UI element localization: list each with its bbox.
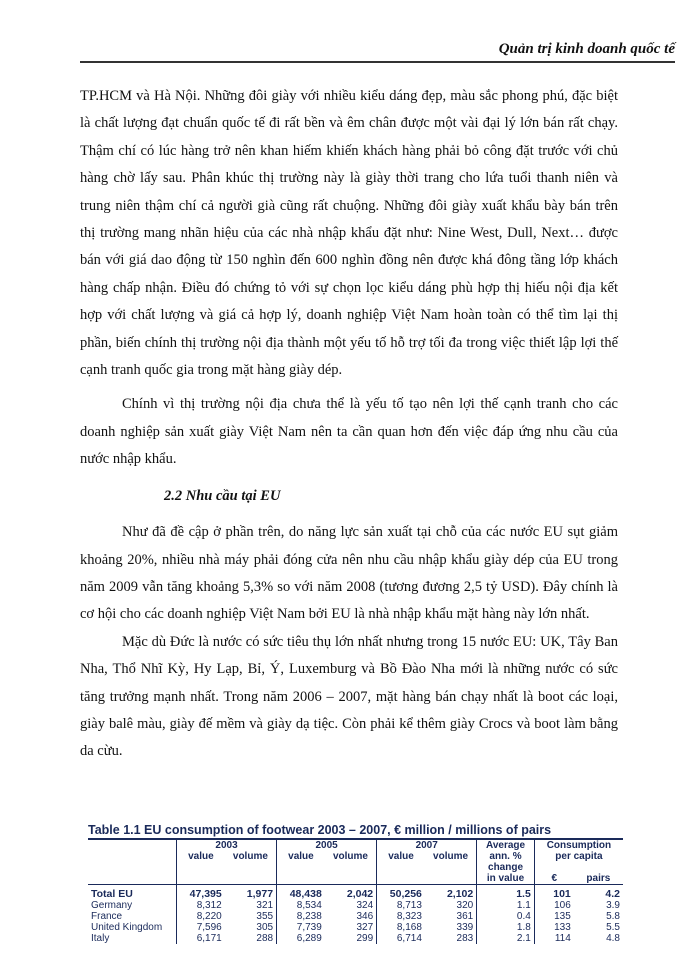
paragraph-3: Như đã đề cập ở phần trên, do năng lực sản xuất tại chỗ của các nước EU sụt giảm khoảng 20%, nhiều nhà máy phải đóng cửa nên nhu cầu nhập khẩu giày dép của EU trong năm 2009 vẫn tăng khoảng 5,3% so với năm 2008 (tương đương 2,5 tỷ USD). Đây chính là cơ hội cho các doanh nghiệp Việt Nam bởi EU là nhà nhập khẩu mặt hàng này lớn nhất. [80,524,618,623]
volume-col-header: volume [232,851,268,862]
year-header: 2005 [277,839,377,851]
avg-header: ann. % [477,851,535,862]
avg-header: Average [477,839,535,851]
consumption-header: Consumption [534,839,623,851]
year-header: 2003 [177,839,277,851]
value-col-header: value [177,851,225,862]
footwear-table [88,823,623,944]
consumption-header: per capita [534,851,623,862]
table-row: Total EU 47,395 1,977 48,438 2,042 50,256 2,102 1.5 101 4.2 [91,888,620,900]
header-title: Quản trị kinh doanh quốc tế [498,41,675,57]
paragraph-4: Mặc dù Đức là nước có sức tiêu thụ lớn nhất nhưng trong 15 nước EU: UK, Tây Ban Nha, Thổ Nhĩ Kỳ, Hy Lạp, Bỉ, Ý, Luxemburg và Bồ Đào Nha mới là những nước có sức tăng trưởng mạnh nhất. Trong năm 2006 – 2007, mặt hàng bán chạy nhất là boot các loại, giày balê màu, giày đế mềm và giày dạ tiệc. Còn phải kể thêm giày Crocs và boot làm bằng da cừu. [80,633,618,760]
paragraph-1: TP.HCM và Hà Nội. Những đôi giày với nhiều kiểu dáng đẹp, màu sắc phong phú, đặc biệt là chất lượng đạt chuẩn quốc tế đi rất bền và êm chân được một vài đại lý lớn bán rất chạy. Thậm chí có lúc hàng trở nên khan hiếm khiến khách hàng phải bỏ công đặt trước với chủ hàng chờ lấy sau. Phân khúc thị trường này là giày thời trang cho lứa tuổi thanh niên và trung niên thậm chí cả người già cũng rất chuộng. Những đôi giày xuất khẩu bày bán trên thị trường mang nhãn hiệu của các nhà nhập khẩu đặt như: Nine West, Dull, Next… được bán với giá dao động từ 150 nghìn đến 600 nghìn đồng nên được khá đông tầng lớp khách hàng chấp nhận. Điều đó chứng tỏ với sự chọn lọc kiểu dáng phù hợp thị hiếu nội địa kết hợp với chất lượng và giá cả hợp lý, doanh nghiệp Việt Nam hoàn toàn có thể tìm lại thị phần, biến chính thị trường nội địa thành một yếu tố hỗ trợ tối đa trong việc thiết lập lợi thế cạnh tranh quốc gia trong mặt hàng giày dép. [80,88,618,379]
table-row: Germany 8,312 321 8,534 324 8,713 320 1.1 106 3.9 [91,900,620,911]
avg-header: change [477,862,535,873]
page-header [80,35,675,63]
per-capita-unit: € [534,873,573,885]
table-title: Table 1.1 EU consumption of footwear 2003 – 2007, € million / millions of pairs [88,823,552,837]
per-capita-unit: pairs [586,873,611,884]
table-header-row [88,839,623,851]
volume-col-header: volume [332,851,368,862]
table-row: France 8,220 355 8,238 346 8,323 361 0.4 135 5.8 [91,911,620,922]
value-col-header: value [377,851,425,862]
table-row: United Kingdom 7,596 305 7,739 327 8,168 339 1.8 133 5.5 [91,922,620,933]
section-heading: 2.2 Nhu cầu tại EU [164,487,281,504]
volume-col-header: volume [433,851,469,862]
consumption-table [88,838,623,944]
year-header: 2007 [377,839,477,851]
value-col-header: value [277,851,325,862]
document-body [80,83,618,766]
paragraph-2: Chính vì thị trường nội địa chưa thể là yếu tố tạo nên lợi thế cạnh tranh cho các doanh nghiệp sản xuất giày Việt Nam nên ta cần quan hơn đến việc đáp ứng nhu cầu của nước nhập khẩu. [80,396,618,468]
avg-header: in value [477,873,535,885]
table-row: Italy 6,171 288 6,289 299 6,714 283 2.1 114 4.8 [91,933,620,944]
